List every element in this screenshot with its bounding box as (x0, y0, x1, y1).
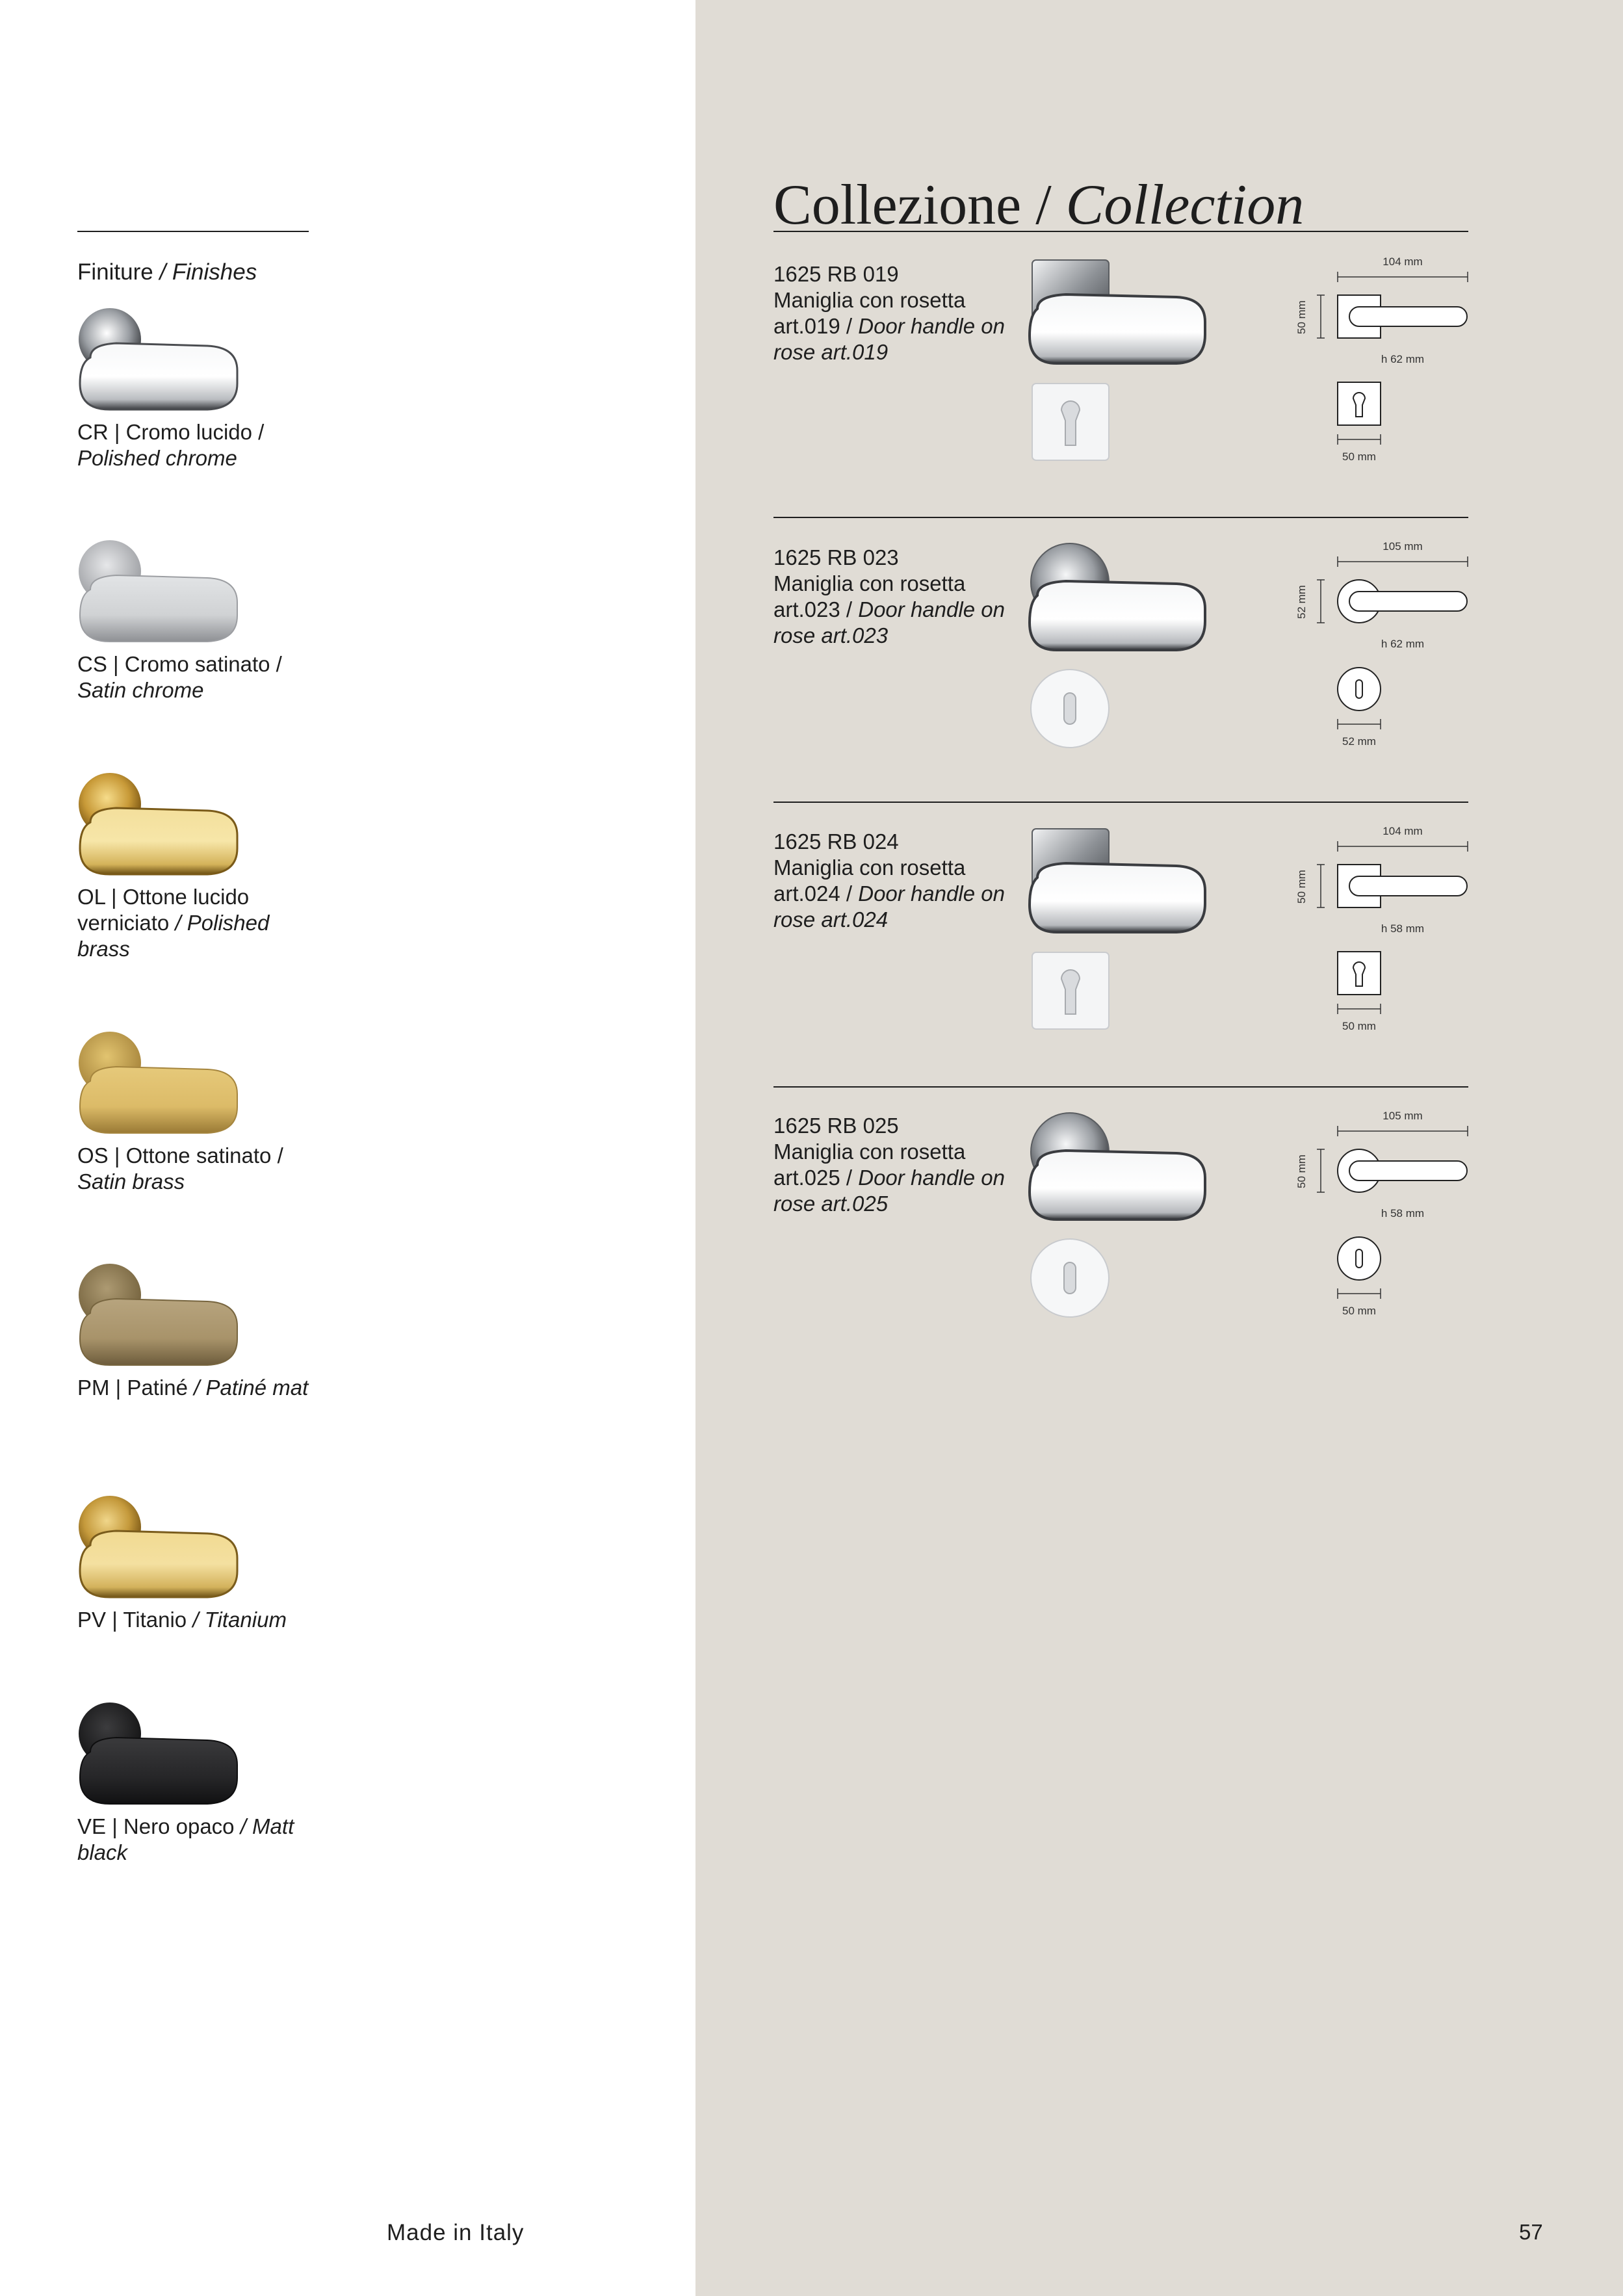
dimension-height: h 58 mm (1381, 1207, 1425, 1220)
dimension-rose: 50 mm (1295, 1155, 1308, 1188)
finish-item-satin-brass[interactable] (77, 1029, 324, 1195)
product-1625-rb-019-technical-drawing[interactable] (1293, 254, 1482, 475)
handle-polished-brass-image (77, 770, 241, 884)
dimension-escutcheon: 50 mm (1342, 1020, 1376, 1032)
finish-item-polished-brass[interactable] (77, 770, 324, 962)
product-1625-rb-024-text (773, 829, 1007, 933)
product-1625-rb-025-text (773, 1113, 1007, 1217)
finish-item-matt-black[interactable] (77, 1700, 324, 1866)
product-1625-rb-025-technical-drawing[interactable] (1293, 1108, 1482, 1329)
product-1625-rb-023-photo[interactable] (1027, 541, 1215, 755)
dimension-rose: 50 mm (1295, 300, 1308, 334)
finish-label: PV | Titanio / Titanium (77, 1608, 287, 1632)
finish-label: CR | Cromo lucido / Polished chrome (77, 420, 265, 470)
dimension-height: h 62 mm (1381, 353, 1425, 365)
product-1625-rb-019-photo[interactable] (1027, 257, 1215, 471)
dimension-rose: 50 mm (1295, 870, 1308, 904)
finish-item-patine-mat[interactable] (77, 1261, 324, 1401)
handle-satin-chrome-image (77, 538, 241, 651)
product-description: Maniglia con rosetta art.023 / Door handle on rose art.023 (773, 571, 1005, 647)
finish-label: PM | Patiné / Patiné mat (77, 1376, 309, 1400)
finish-item-satin-chrome[interactable] (77, 538, 324, 703)
product-description: Maniglia con rosetta art.019 / Door handle on rose art.019 (773, 288, 1005, 364)
product-1625-rb-023-text (773, 545, 1007, 649)
page-number: 57 (1519, 2220, 1543, 2244)
finish-item-titanium[interactable] (77, 1493, 324, 1633)
product-code: 1625 RB 025 (773, 1114, 899, 1138)
product-divider (773, 1086, 1468, 1088)
dimension-height: h 58 mm (1381, 922, 1425, 935)
collection-title: Collezione / Collection (773, 174, 1305, 237)
finishes-title: Finiture / Finishes (77, 259, 257, 285)
finishes-divider (77, 231, 309, 232)
made-in-italy: Made in Italy (387, 2220, 525, 2245)
product-code: 1625 RB 019 (773, 262, 899, 286)
dimension-rose: 52 mm (1295, 585, 1308, 619)
finish-label: OL | Ottone lucido verniciato / Polished brass (77, 885, 270, 961)
product-1625-rb-025-photo[interactable] (1027, 1110, 1215, 1325)
product-divider (773, 802, 1468, 803)
collection-divider (773, 231, 1468, 232)
product-1625-rb-024-photo[interactable] (1027, 826, 1215, 1040)
handle-titanium-image (77, 1493, 241, 1607)
handle-polished-chrome-image (77, 306, 241, 419)
product-code: 1625 RB 024 (773, 829, 899, 854)
dimension-escutcheon: 52 mm (1342, 735, 1376, 748)
dimension-escutcheon: 50 mm (1342, 1305, 1376, 1317)
handle-satin-brass-image (77, 1029, 241, 1143)
product-1625-rb-019-text (773, 261, 1007, 365)
product-1625-rb-024-technical-drawing[interactable] (1293, 823, 1482, 1044)
handle-matt-black-image (77, 1700, 241, 1814)
dimension-width: 104 mm (1383, 255, 1423, 268)
dimension-width: 105 mm (1383, 1110, 1423, 1122)
dimension-height: h 62 mm (1381, 638, 1425, 650)
product-code: 1625 RB 023 (773, 545, 899, 569)
handle-patine-mat-image (77, 1261, 241, 1375)
finish-label: CS | Cromo satinato / Satin chrome (77, 652, 282, 702)
dimension-width: 105 mm (1383, 540, 1423, 553)
finish-label: VE | Nero opaco / Matt black (77, 1814, 294, 1864)
product-description: Maniglia con rosetta art.024 / Door handle on rose art.024 (773, 855, 1005, 932)
finish-label: OS | Ottone satinato / Satin brass (77, 1143, 283, 1194)
dimension-escutcheon: 50 mm (1342, 450, 1376, 463)
finish-item-polished-chrome[interactable] (77, 306, 324, 471)
dimension-width: 104 mm (1383, 825, 1423, 837)
product-divider (773, 517, 1468, 518)
product-1625-rb-023-technical-drawing[interactable] (1293, 538, 1482, 759)
product-description: Maniglia con rosetta art.025 / Door handle on rose art.025 (773, 1140, 1005, 1216)
